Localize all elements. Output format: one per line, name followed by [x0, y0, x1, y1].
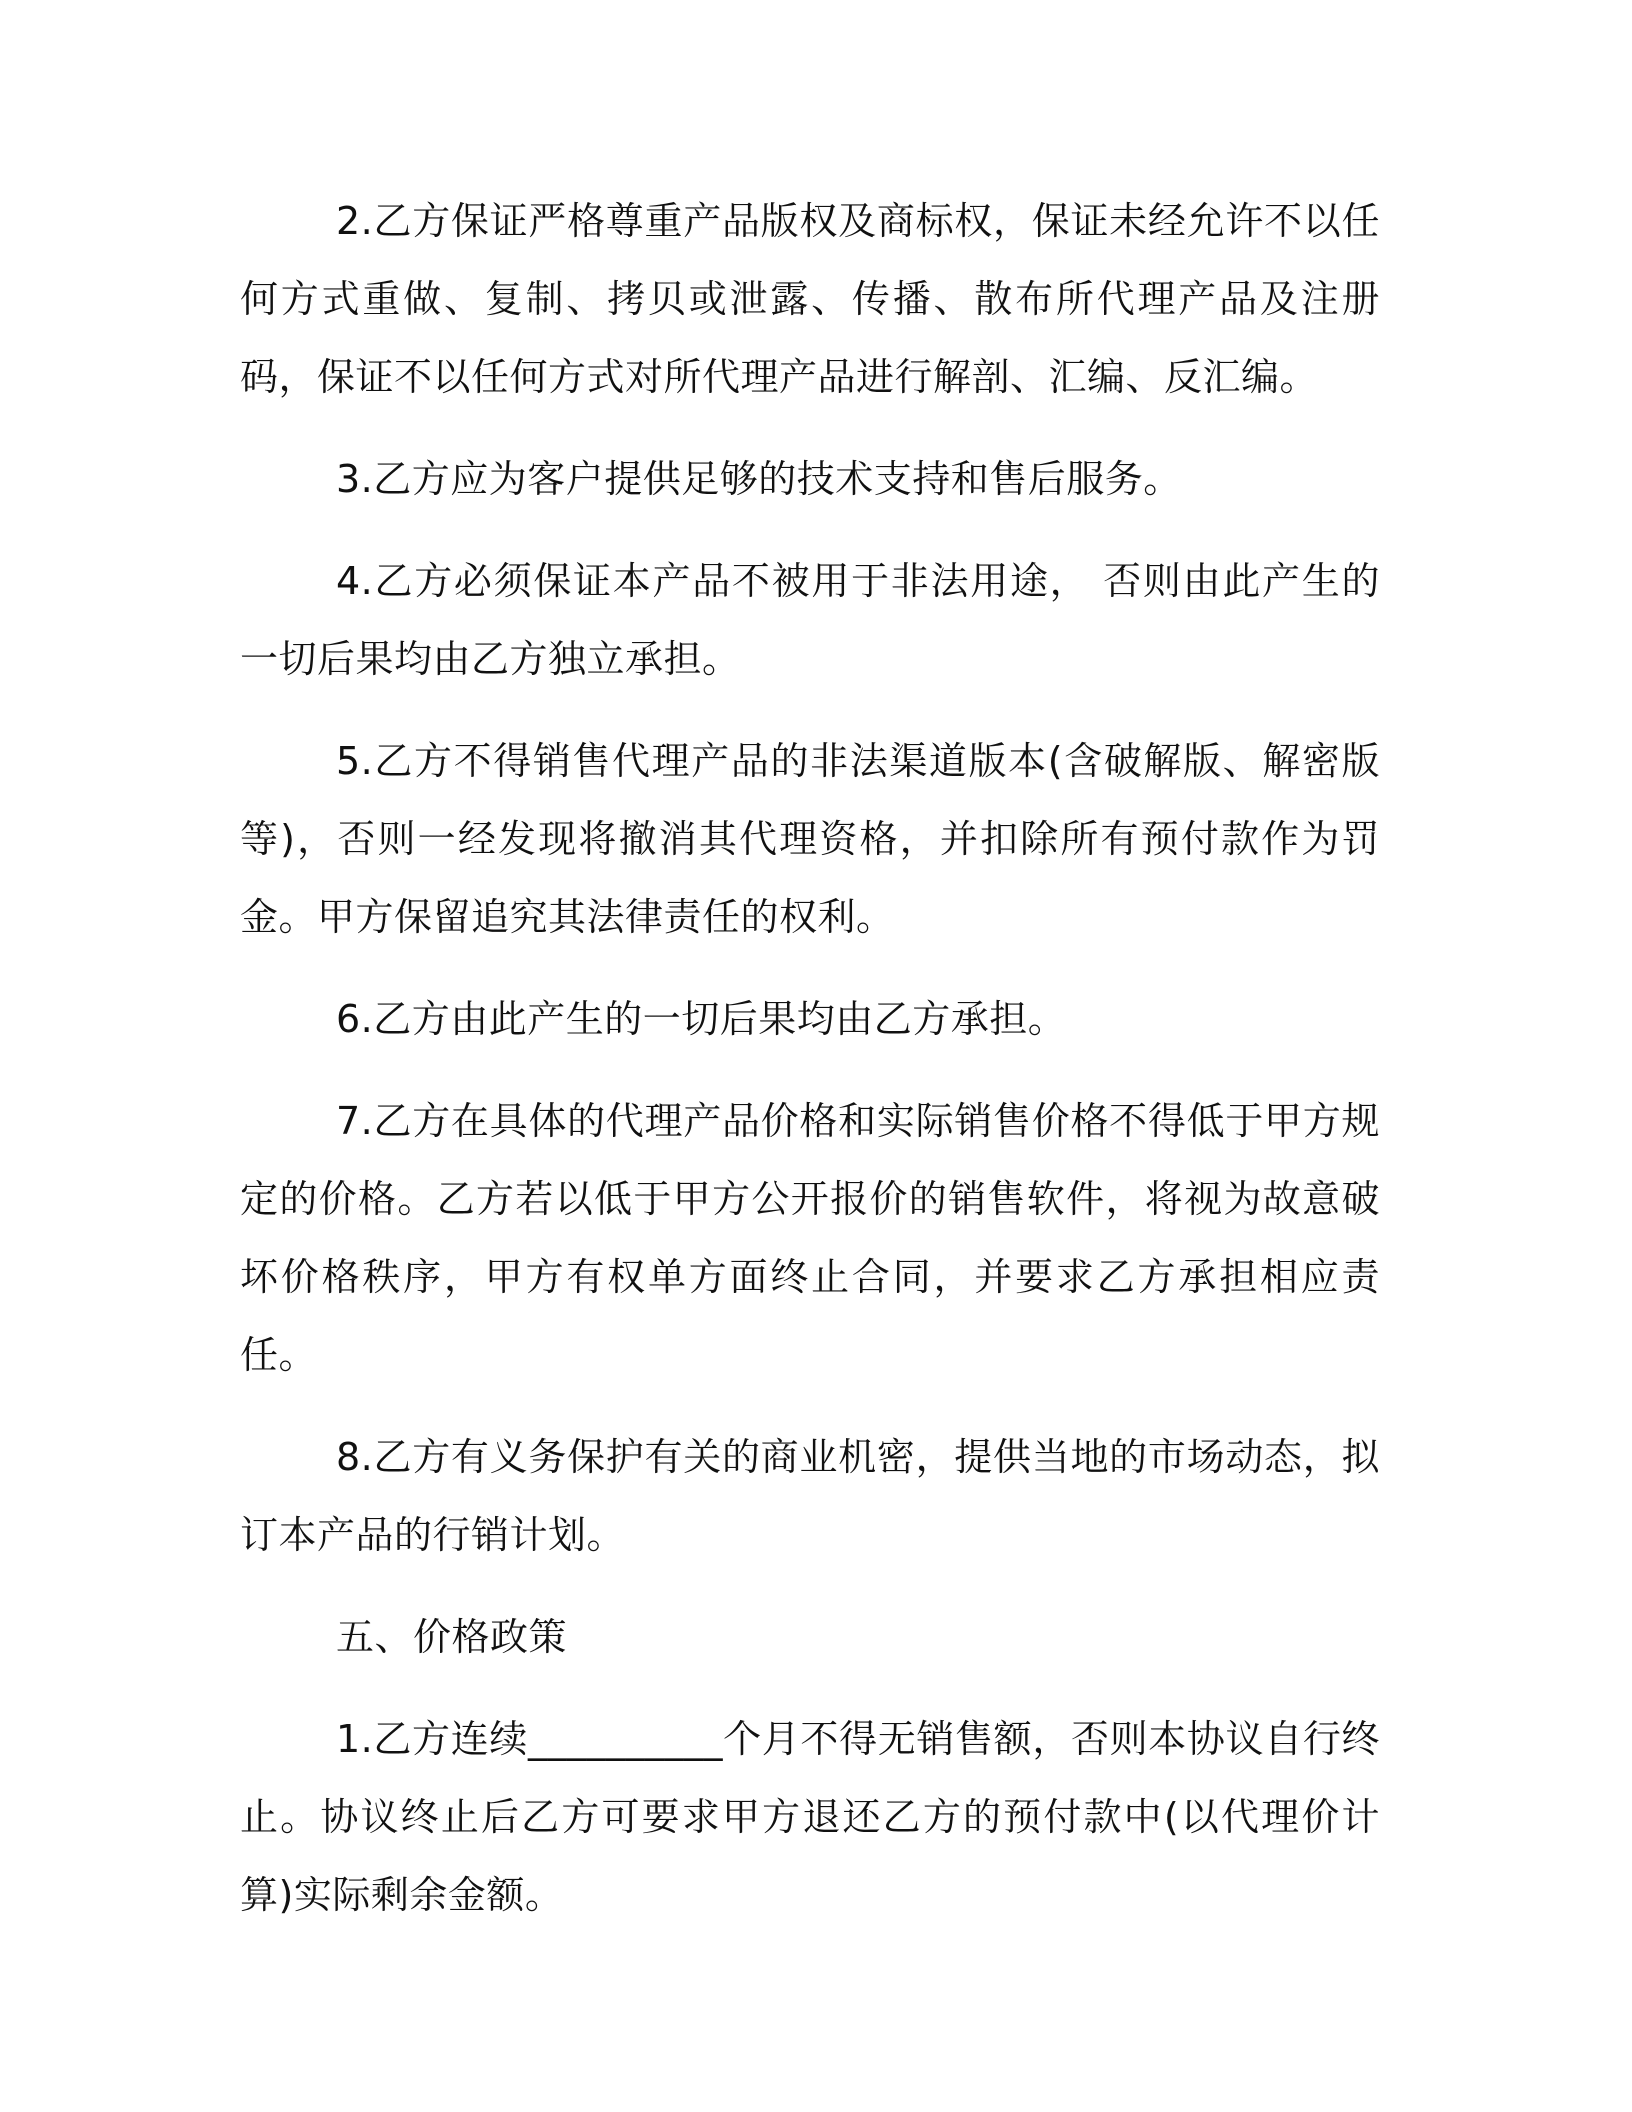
clause-2-paragraph: 2.乙方保证严格尊重产品版权及商标权，保证未经允许不以任何方式重做、复制、拷贝或泄露、传播、散布所代理产品及注册码，保证不以任何方式对所代理产品进行解剖、汇编、反汇编。 — [240, 199, 1380, 399]
clause-7-paragraph: 7.乙方在具体的代理产品价格和实际销售价格不得低于甲方规定的价格。乙方若以低于甲方公开报价的销售软件，将视为故意破坏价格秩序，甲方有权单方面终止合同，并要求乙方承担相应责任。 — [240, 1099, 1380, 1377]
price-clause-1-paragraph: 1.乙方连续__________个月不得无销售额，否则本协议自行终止。协议终止后乙方可要求甲方退还乙方的预付款中(以代理价计算)实际剩余金额。 — [240, 1717, 1381, 1917]
clause-4-paragraph: 4.乙方必须保证本产品不被用于非法用途， 否则由此产生的一切后果均由乙方独立承担。 — [240, 559, 1380, 681]
clause-5-paragraph: 5.乙方不得销售代理产品的非法渠道版本(含破解版、解密版等)，否则一经发现将撤消其代理资格，并扣除所有预付款作为罚金。甲方保留追究其法律责任的权利。 — [240, 739, 1380, 939]
clause-6-paragraph: 6.乙方由此产生的一切后果均由乙方承担。 — [336, 997, 1067, 1041]
clause-8-paragraph: 8.乙方有义务保护有关的商业机密，提供当地的市场动态，拟订本产品的行销计划。 — [240, 1435, 1380, 1557]
clause-3-paragraph: 3.乙方应为客户提供足够的技术支持和售后服务。 — [336, 457, 1182, 501]
document-body — [240, 182, 1380, 1958]
section-heading-price-policy: 五、价格政策 — [336, 1615, 568, 1659]
